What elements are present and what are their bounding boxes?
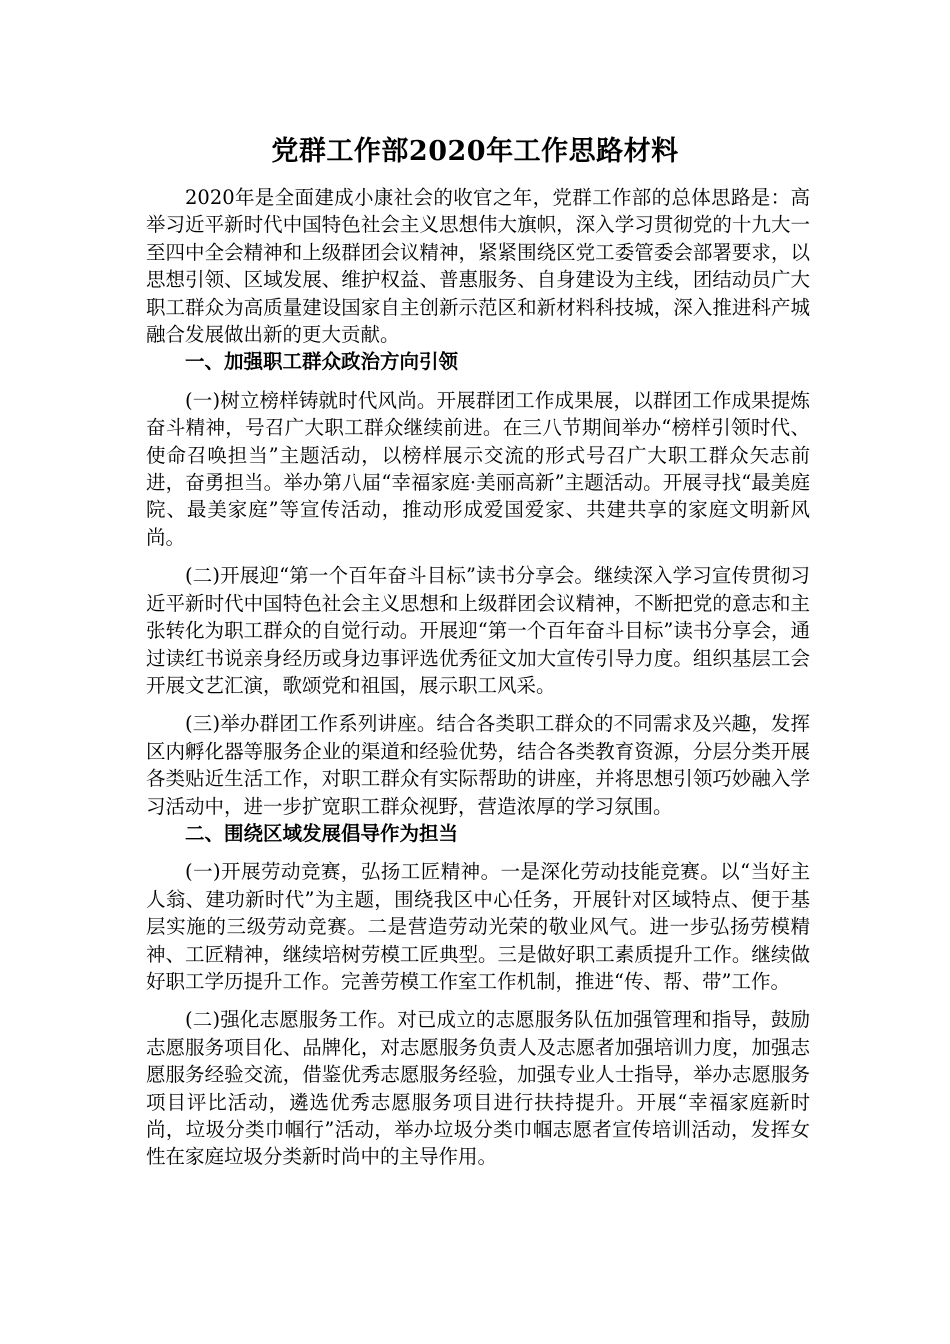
document-body <box>146 184 810 1171</box>
section1-paragraph-2: (二)开展迎“第一个百年奋斗目标”读书分享会。继续深入学习宣传贯彻习近平新时代中国特色社会主义思想和上级群团会议精神，不断把党的意志和主张转化为职工群众的自觉行动。开展迎“第一个百年奋斗目标”读书分享会，通过读红书说亲身经历或身边事评选优秀征文加大宣传引导力度。组织基层工会开展文艺汇演，歌颂党和祖国，展示职工风采。 <box>146 564 810 697</box>
section-heading-1: 一、加强职工群众政治方向引领 <box>185 350 459 374</box>
section1-paragraph-3: (三)举办群团工作系列讲座。结合各类职工群众的不同需求及兴趣，发挥区内孵化器等服务企业的渠道和经验优势，结合各类教育资源，分层分类开展各类贴近生活工作，对职工群众有实际帮助的讲座，并将思想引领巧妙融入学习活动中，进一步扩宽职工群众视野，营造浓厚的学习氛围。 <box>146 712 810 818</box>
section2-paragraph-1: (一)开展劳动竞赛，弘扬工匠精神。一是深化劳动技能竞赛。以“当好主人翁、建功新时代”为主题，围绕我区中心任务，开展针对区域特点、便于基层实施的三级劳动竞赛。二是营造劳动光荣的敬业风气。进一步弘扬劳模精神、工匠精神，继续培树劳模工匠典型。三是做好职工素质提升工作。继续做好职工学历提升工作。完善劳模工作室工作机制，推进“传、帮、带”工作。 <box>146 860 810 993</box>
document-title: 党群工作部2020年工作思路材料 <box>271 136 679 167</box>
section-heading-2: 二、围绕区域发展倡导作为担当 <box>185 821 459 845</box>
intro-paragraph: 2020年是全面建成小康社会的收官之年，党群工作部的总体思路是：高举习近平新时代中国特色社会主义思想伟大旗帜，深入学习贯彻党的十九大一至四中全会精神和上级群团会议精神，紧紧围绕区党工委管委会部署要求，以思想引领、区域发展、维护权益、普惠服务、自身建设为主线，团结动员广大职工群众为高质量建设国家自主创新示范区和新材料科技城，深入推进科产城融合发展做出新的更大贡献。 <box>146 186 810 347</box>
section2-paragraph-2: (二)强化志愿服务工作。对已成立的志愿服务队伍加强管理和指导，鼓励志愿服务项目化、品牌化，对志愿服务负责人及志愿者加强培训力度，加强志愿服务经验交流，借鉴优秀志愿服务经验，加强专业人士指导，举办志愿服务项目评比活动，遴选优秀志愿服务项目进行扶持提升。开展“幸福家庭新时尚，垃圾分类巾帼行”活动，举办垃圾分类巾帼志愿者宣传培训活动，发挥女性在家庭垃圾分类新时尚中的主导作用。 <box>146 1008 810 1169</box>
section1-paragraph-1: (一)树立榜样铸就时代风尚。开展群团工作成果展，以群团工作成果提炼奋斗精神，号召广大职工群众继续前进。在三八节期间举办“榜样引领时代、使命召唤担当”主题活动，以榜样展示交流的形式号召广大职工群众矢志前进，奋勇担当。举办第八届“幸福家庭·美丽高新”主题活动。开展寻找“最美庭院、最美家庭”等宣传活动，推动形成爱国爱家、共建共享的家庭文明新风尚。 <box>146 388 810 549</box>
